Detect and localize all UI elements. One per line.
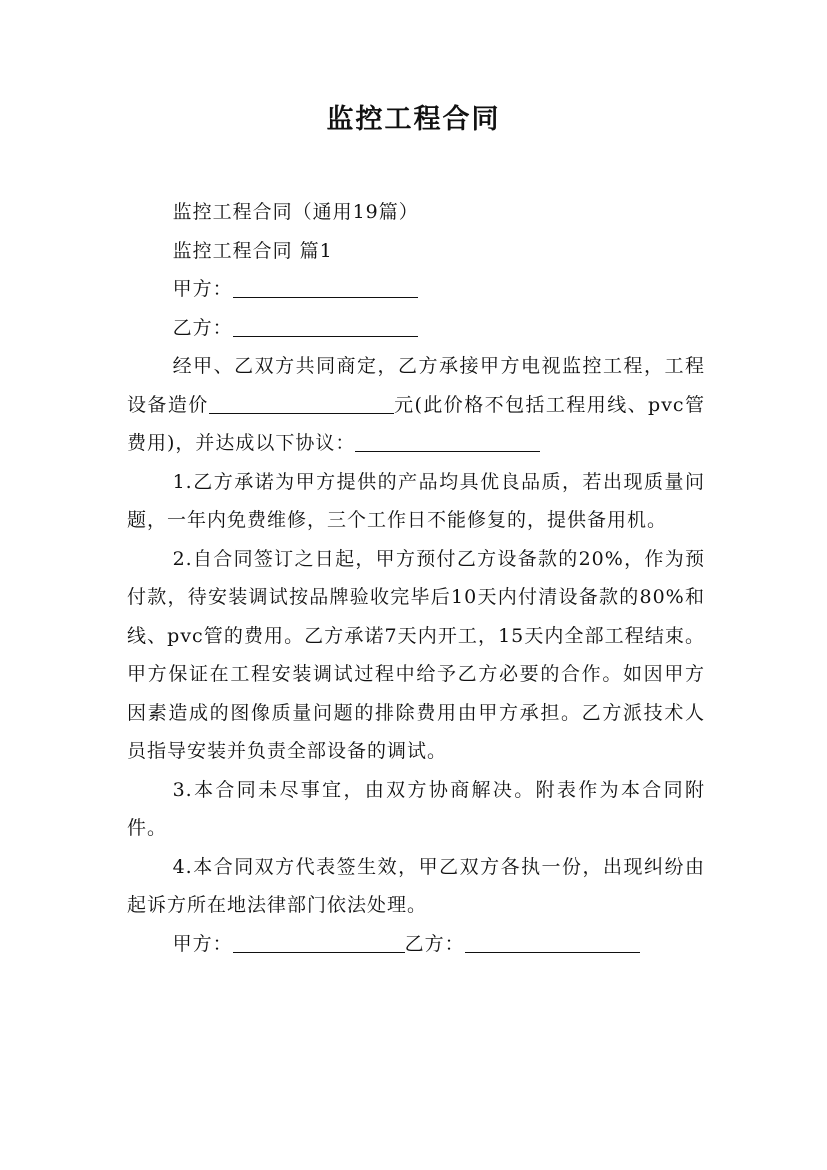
intro-paragraph [127, 347, 705, 463]
party-a-label: 甲方： [172, 278, 233, 300]
party-b-line [127, 309, 705, 348]
signature-a-label: 甲方： [172, 932, 233, 955]
intro-text-2: 元(此价格不包括工程用线、pvc管费用)，并达成以下协议： [127, 393, 705, 454]
signature-a-blank [233, 951, 405, 953]
document-body [127, 193, 705, 963]
section-heading: 监控工程合同 篇1 [172, 239, 333, 262]
signature-b-blank [465, 951, 640, 953]
price-blank [209, 412, 394, 414]
clause-2: 2.自合同签订之日起，甲方预付乙方设备款的20%，作为预付款，待安装调试按品牌验收完毕后10天内付清设备款的80%和线、pvc管的费用。乙方承诺7天内开工，15天内全部工程结束。甲方保证在工程安装调试过程中给予乙方必要的合作。如因甲方因素造成的图像质量问题的排除费用由甲方承担。乙方派技术人员指导安装并负责全部设备的调试。 [127, 547, 705, 762]
party-b-blank [233, 335, 418, 337]
signature-line [127, 925, 705, 964]
document-title: 监控工程合同 [326, 104, 501, 135]
party-a-line [127, 270, 705, 309]
clause-3: 3.本合同未尽事宜，由双方协商解决。附表作为本合同附件。 [127, 778, 705, 839]
clause-4: 4.本合同双方代表签生效，甲乙双方各执一份，出现纠纷由起诉方所在地法律部门依法处理。 [127, 855, 705, 916]
agreement-blank [355, 450, 540, 452]
party-b-label: 乙方： [172, 316, 233, 339]
document-subtitle: 监控工程合同（通用19篇） [172, 201, 419, 223]
clause-1: 1.乙方承诺为甲方提供的产品均具优良品质，若出现质量问题，一年内免费维修，三个工作日不能修复的，提供备用机。 [127, 470, 705, 531]
intro-text-1: 经甲、乙双方共同商定，乙方承接甲方电视监控工程，工程设备造价 [127, 355, 705, 416]
party-a-blank [233, 296, 418, 298]
signature-b-label: 乙方： [404, 932, 465, 955]
